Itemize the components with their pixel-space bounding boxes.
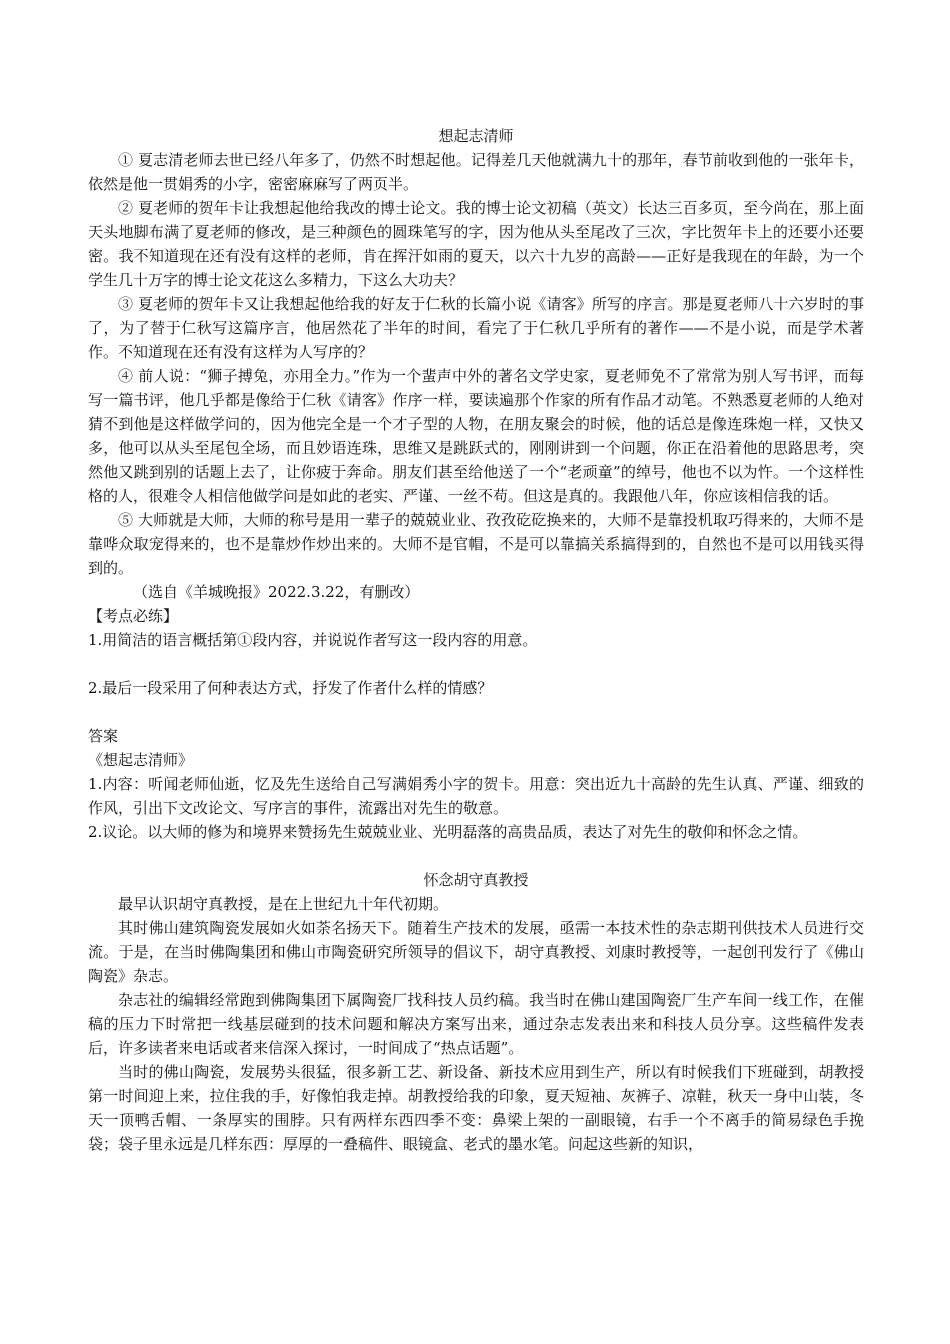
answers-heading: 答案 bbox=[88, 727, 119, 745]
second-article-paragraph-3: 杂志社的编辑经常跑到佛陶集团下属陶瓷厂找科技人员约稿。我当时在佛山建国陶瓷厂生产车间一线工作，在催稿的压力下时常把一线基层碰到的技术问题和解决方案写出来，通过杂志发表出来和科技人员分享。这些稿件发表后，许多读者来电话或者来信深入探讨，一时间成了“热点话题”。 bbox=[88, 991, 864, 1057]
answer-1: 1.内容：听闻老师仙逝，忆及先生送给自己写满娟秀小字的贺卡。用意：突出近九十高龄的先生认真、严谨、细致的作风，引出下文改论文、写序言的事件，流露出对先生的敬意。 bbox=[88, 775, 864, 817]
answer-space bbox=[88, 700, 864, 724]
answers-article-ref: 《想起志清师》 bbox=[88, 751, 194, 769]
section-gap bbox=[88, 844, 864, 868]
article-paragraph-4: ④ 前人说：“狮子搏兔，亦用全力。”作为一个蜚声中外的著名文学史家，夏老师免不了常常为别人写书评，而每写一篇书评，他几乎都是像给于仁秋《请客》作序一样，要读遍那个作家的所有作品才动笔。不熟悉夏老师的人绝对猜不到他是这样做学问的，因为他完全是一个才子型的人物，在朋友聚会的时候，他的话总是像连珠炮一样，又快又多，他可以从头至尾包全场，而且妙语连珠，思维又是跳跃式的，刚刚讲到一个问题，你正在沿着他的思路思考，突然他又跳到别的话题上去了，让你疲于奔命。朋友们甚至给他送了一个“老顽童”的绰号，他也不以为忤。一个这样性格的人，很难令人相信他做学问是如此的老实、严谨、一丝不苟。但这是真的。我跟他八年，你应该相信我的话。 bbox=[88, 367, 864, 505]
second-article-title: 怀念胡守真教授 bbox=[423, 871, 529, 889]
document-page bbox=[88, 124, 864, 1156]
answer-space bbox=[88, 652, 864, 676]
article-source: （选自《羊城晚报》2022.3.22，有删改） bbox=[133, 583, 420, 601]
exercise-heading: 【考点必练】 bbox=[88, 607, 179, 625]
second-article-paragraph-1: 最早认识胡守真教授，是在上世纪九十年代初期。 bbox=[118, 895, 449, 913]
second-article-paragraph-4: 当时的佛山陶瓷，发展势头很猛，很多新工艺、新设备、新技术应用到生产，所以有时候我们下班碰到，胡教授第一时间迎上来，拉住我的手，好像怕我走掉。胡教授给我的印象，夏天短袖、灰裤子、凉鞋，秋天一身中山装，冬天一顶鸭舌帽、一条厚实的围脖。只有两样东西四季不变：鼻梁上架的一副眼镜，右手一个不离手的简易绿色手挽袋；袋子里永远是几样东西：厚厚的一叠稿件、眼镜盒、老式的墨水笔。问起这些新的知识， bbox=[88, 1063, 864, 1153]
article-paragraph-5: ⑤ 大师就是大师，大师的称号是用一辈子的兢兢业业、孜孜矻矻换来的，大师不是靠投机取巧得来的，大师不是靠哗众取宠得来的，也不是靠炒作炒出来的。大师不是官帽，不是可以靠搞关系搞得到的，自然也不是可以用钱买得到的。 bbox=[88, 511, 864, 577]
question-1: 1.用简洁的语言概括第①段内容，并说说作者写这一段内容的用意。 bbox=[88, 631, 538, 649]
article-paragraph-2: ② 夏老师的贺年卡让我想起他给我改的博士论文。我的博士论文初稿（英文）长达三百多页，至今尚在，那上面天头地脚布满了夏老师的修改，是三种颜色的圆珠笔写的字，因为他从头至尾改了三次，字比贺年卡上的还要小还要密。我不知道现在还有没有这样的老师，肯在挥汗如雨的夏天，以六十九岁的高龄——正好是我现在的年龄，为一个学生几十万字的博士论文花这么多精力，下这么大功夫？ bbox=[88, 199, 864, 289]
article-title: 想起志清师 bbox=[438, 127, 514, 145]
article-paragraph-3: ③ 夏老师的贺年卡又让我想起他给我的好友于仁秋的长篇小说《请客》所写的序言。那是夏老师八十六岁时的事了，为了替于仁秋写这篇序言，他居然花了半年的时间，看完了于仁秋几乎所有的著作——不是小说，而是学术著作。不知道现在还有没有这样为人写序的？ bbox=[88, 295, 864, 361]
answer-2: 2.议论。以大师的修为和境界来赞扬先生兢兢业业、光明磊落的高贵品质，表达了对先生的敬仰和怀念之情。 bbox=[88, 823, 808, 841]
question-2: 2.最后一段采用了何种表达方式，抒发了作者什么样的情感？ bbox=[88, 679, 493, 697]
second-article-paragraph-2: 其时佛山建筑陶瓷发展如火如荼名扬天下。随着生产技术的发展，亟需一本技术性的杂志期刊供技术人员进行交流。于是，在当时佛陶集团和佛山市陶瓷研究所领导的倡议下，胡守真教授、刘康时教授等，一起创刊发行了《佛山陶瓷》杂志。 bbox=[88, 919, 864, 985]
article-paragraph-1: ① 夏志清老师去世已经八年多了，仍然不时想起他。记得差几天他就满九十的那年，春节前收到他的一张年卡，依然是他一贯娟秀的小字，密密麻麻写了两页半。 bbox=[88, 151, 864, 193]
